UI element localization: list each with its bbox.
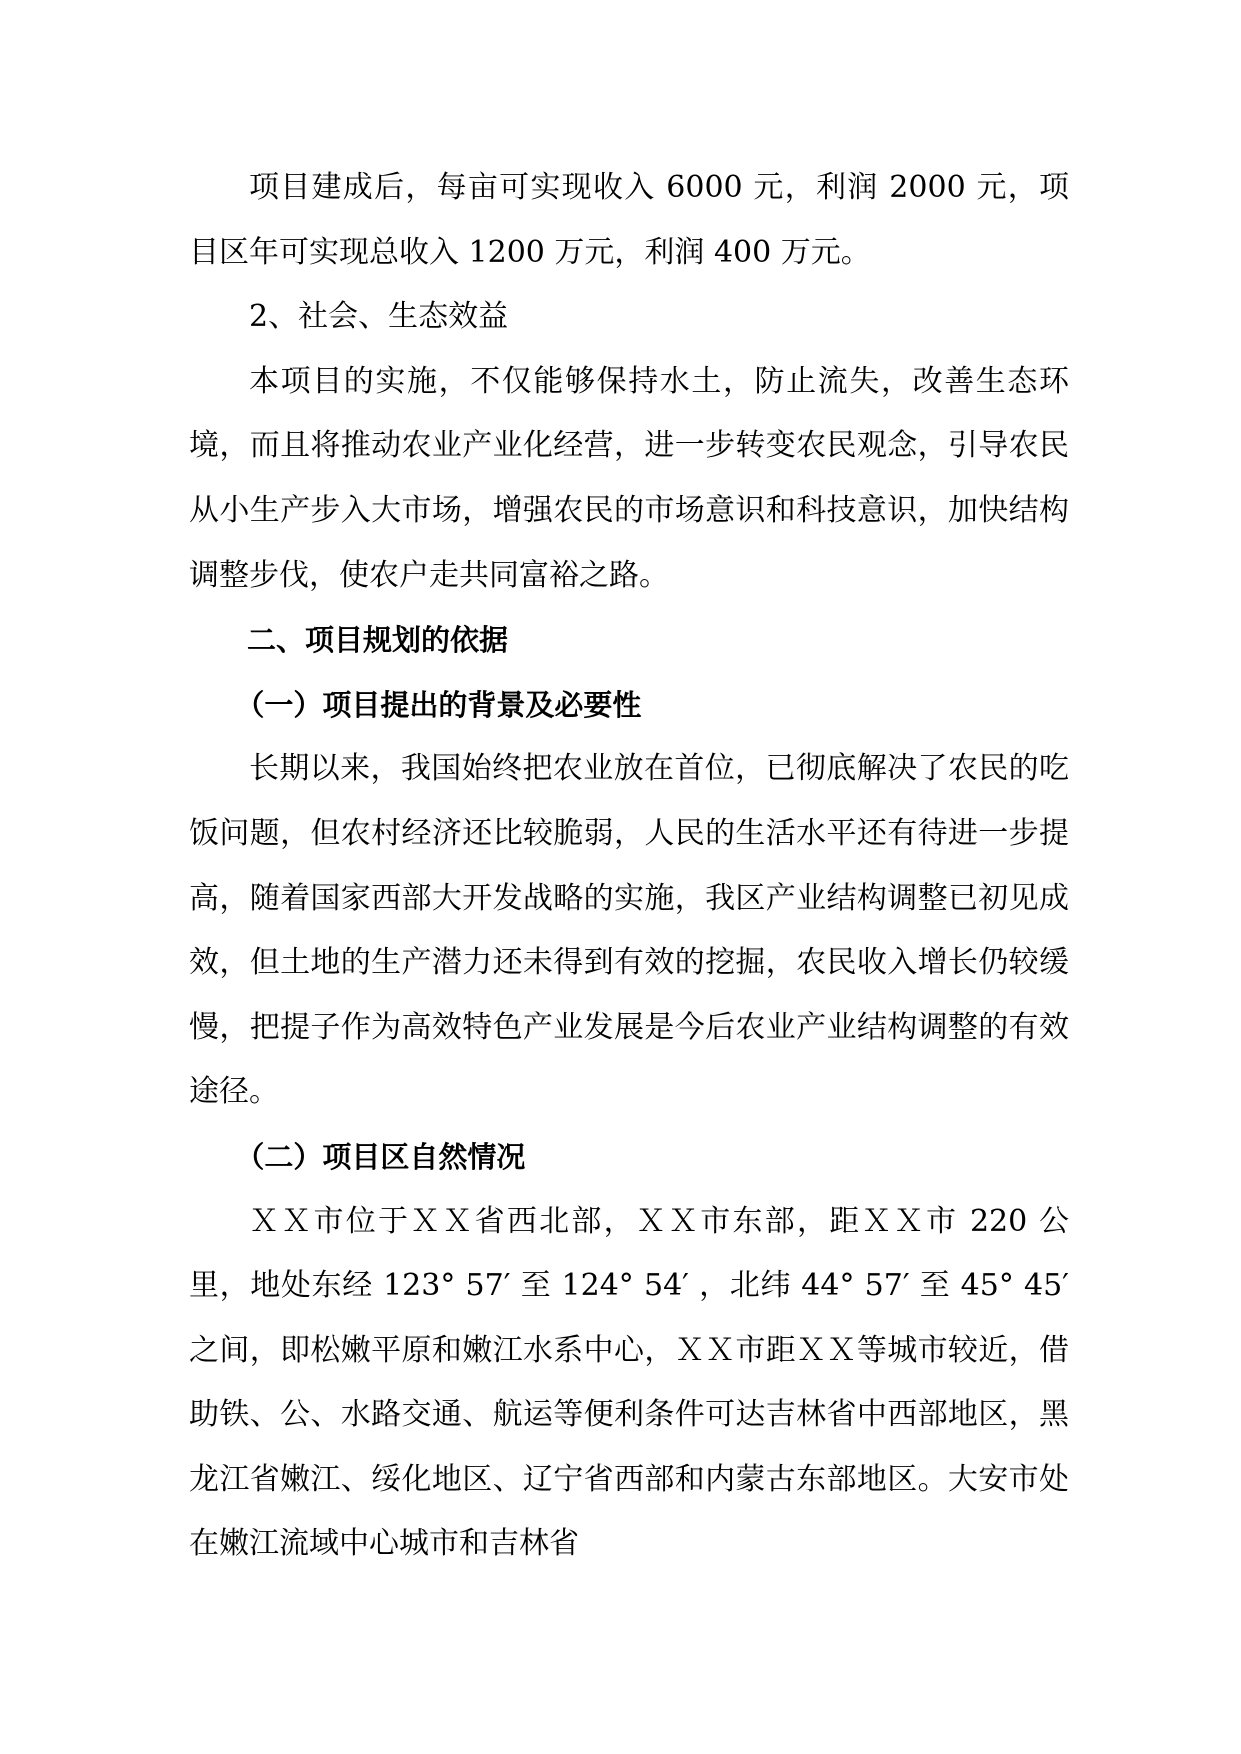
section-heading: 二、项目规划的依据	[247, 623, 509, 658]
paragraph-natural: ＸＸ市位于ＸＸ省西北部，ＸＸ市东部，距ＸＸ市 220 公里，地处东经 123° 57′ 至 124° 54′ ，北纬 44° 57′ 至 45° 45′ 之间，即松嫩平原和嫩江水系中心，ＸＸ市距ＸＸ等城市较近，借助铁、公、水路交通、航运等便利条件可达吉林省中西部地区，黑龙江省嫩江、绥化地区、辽宁省西部和内蒙古东部地区。大安市处在嫩江流域中心城市和吉林省	[189, 1203, 1069, 1562]
paragraph-social-benefit-title: 2、社会、生态效益	[249, 299, 509, 335]
paragraph-social-benefit: 本项目的实施，不仅能够保持水土，防止流失，改善生态环境，而且将推动农业产业化经营，进一步转变农民观念，引导农民从小生产步入大市场，增强农民的市场意识和科技意识，加快结构调整步伐，使农户走共同富裕之路。	[189, 363, 1069, 593]
subsection-heading-natural: （二）项目区自然情况	[235, 1139, 526, 1174]
document-body	[189, 156, 1069, 1577]
paragraph-background: 长期以来，我国始终把农业放在首位，已彻底解决了农民的吃饭问题，但农村经济还比较脆弱，人民的生活水平还有待进一步提高，随着国家西部大开发战略的实施，我区产业结构调整已初见成效，但土地的生产潜力还未得到有效的挖掘，农民收入增长仍较缓慢，把提子作为高效特色产业发展是今后农业产业结构调整的有效途径。	[189, 751, 1069, 1110]
paragraph-income: 项目建成后，每亩可实现收入 6000 元，利润 2000 元，项目区年可实现总收入 1200 万元，利润 400 万元。	[189, 170, 1069, 270]
subsection-heading-background: （一）项目提出的背景及必要性	[235, 687, 642, 722]
